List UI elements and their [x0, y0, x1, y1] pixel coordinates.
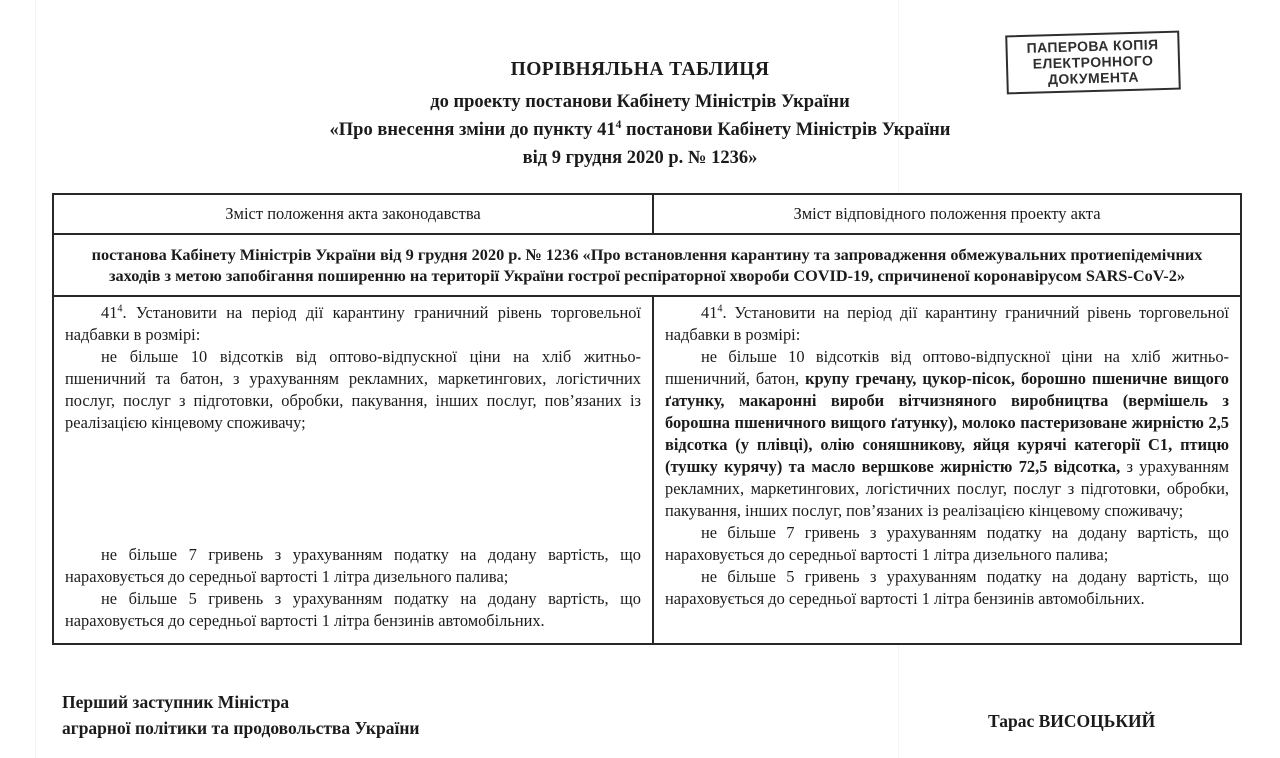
title-line-2: до проекту постанови Кабінету Міністрів України — [430, 92, 850, 112]
current-act-cell — [54, 297, 654, 643]
superscript-4: 4 — [615, 118, 622, 131]
paragraph-number: 41 — [101, 303, 118, 322]
paragraph-draft-products-added: крупу гречану, цукор-пісок, борошно пшеничне вищого ґатунку, макаронні вироби вітчизняного виробництва (вермішель з борошна пшеничного вищого ґатунку), молоко пастеризоване жирністю 2,5 відсотка (у плівці), олію соняшникову, яйця курячі категорії С1, птицю (тушку курячу) та масло вершкове жирністю 72,5 відсотка, — [665, 369, 1230, 476]
title-line-4: від 9 грудня 2020 р. № 1236» — [522, 148, 758, 168]
paragraph-current-gasoline: не більше 5 гривень з урахуванням податку на додану вартість, що нараховується до середньої вартості 1 літра бензинів автомобільних. — [65, 589, 641, 630]
paragraph-current-41 — [65, 302, 641, 346]
stamp-line-1: ПАПЕРОВА КОПІЯ — [1026, 36, 1159, 56]
paragraph-draft-41 — [665, 302, 1229, 346]
title-line-3 — [0, 116, 1280, 144]
paragraph-draft-products — [665, 346, 1229, 522]
superscript-4: 4 — [717, 303, 723, 315]
title-line-3-pre: «Про внесення зміни до пункту 41 — [329, 120, 616, 140]
table-header-draft-act: Зміст відповідного положення проекту акта — [793, 204, 1101, 223]
paragraph-text: . Установити на період дії карантину граничний рівень торговельної надбавки в розмірі: — [65, 303, 641, 344]
paragraph-current-bread: не більше 10 відсотків від оптово-відпускної ціни на хліб житньо-пшеничний та батон, з урахуванням рекламних, маркетингових, логістичних послуг, послуг з підготовки, обробки, пакування, інших послуг, пов’язаних із реалізацією кінцевому споживачу; — [65, 347, 641, 432]
stamp-line-2: ЕЛЕКТРОННОГО — [1032, 52, 1154, 72]
paragraph-draft-diesel: не більше 7 гривень з урахуванням податку на додану вартість, що нараховується до середньої вартості 1 літра дизельного палива; — [665, 523, 1229, 564]
paragraph-draft-products-start: не більше 10 відсотків від оптово-відпускної ціни на хліб житньо-пшеничний, батон, — [665, 347, 1229, 388]
paragraph-text: . Установити на період дії карантину граничний рівень торговельної надбавки в розмірі: — [665, 303, 1229, 344]
table-body-row — [54, 297, 1240, 643]
title-line-1: ПОРІВНЯЛЬНА ТАБЛИЦЯ — [510, 59, 770, 80]
draft-act-cell — [654, 297, 1240, 643]
comparison-table — [52, 193, 1242, 645]
title-line-3-post: постанови Кабінету Міністрів України — [621, 120, 951, 140]
table-header-row — [54, 195, 1240, 235]
stamp-line-3: ДОКУМЕНТА — [1047, 68, 1140, 88]
paragraph-number: 41 — [701, 303, 718, 322]
paragraph-draft-products-end: з урахуванням рекламних, маркетингових, логістичних послуг, послуг з підготовки, обробки, пакування, інших послуг, пов’язаних із реалізацією кінцевому споживачу; — [665, 457, 1229, 520]
paragraph-draft-gasoline: не більше 5 гривень з урахуванням податку на додану вартість, що нараховується до середньої вартості 1 літра бензинів автомобільних. — [665, 567, 1229, 608]
signatory-position — [62, 689, 420, 741]
act-description-row: постанова Кабінету Міністрів України від 9 грудня 2020 р. № 1236 «Про встановлення карантину та запровадження обмежувальних протиепідемічних заходів з метою запобігання поширенню на території України гострої респіраторної хвороби COVID-19, спричиненої коронавірусом SARS-CoV-2» — [54, 235, 1240, 297]
signatory-position-line-1: Перший заступник Міністра — [62, 692, 290, 712]
table-header-current-act: Зміст положення акта законодавства — [54, 195, 654, 233]
superscript-4: 4 — [117, 303, 123, 315]
signatory-name: Тарас ВИСОЦЬКИЙ — [988, 711, 1156, 731]
paper-copy-stamp — [1005, 31, 1181, 95]
paragraph-current-diesel: не більше 7 гривень з урахуванням податку на додану вартість, що нараховується до середньої вартості 1 літра дизельного палива; — [65, 545, 641, 586]
signatory-position-line-2: аграрної політики та продовольства України — [62, 718, 420, 738]
